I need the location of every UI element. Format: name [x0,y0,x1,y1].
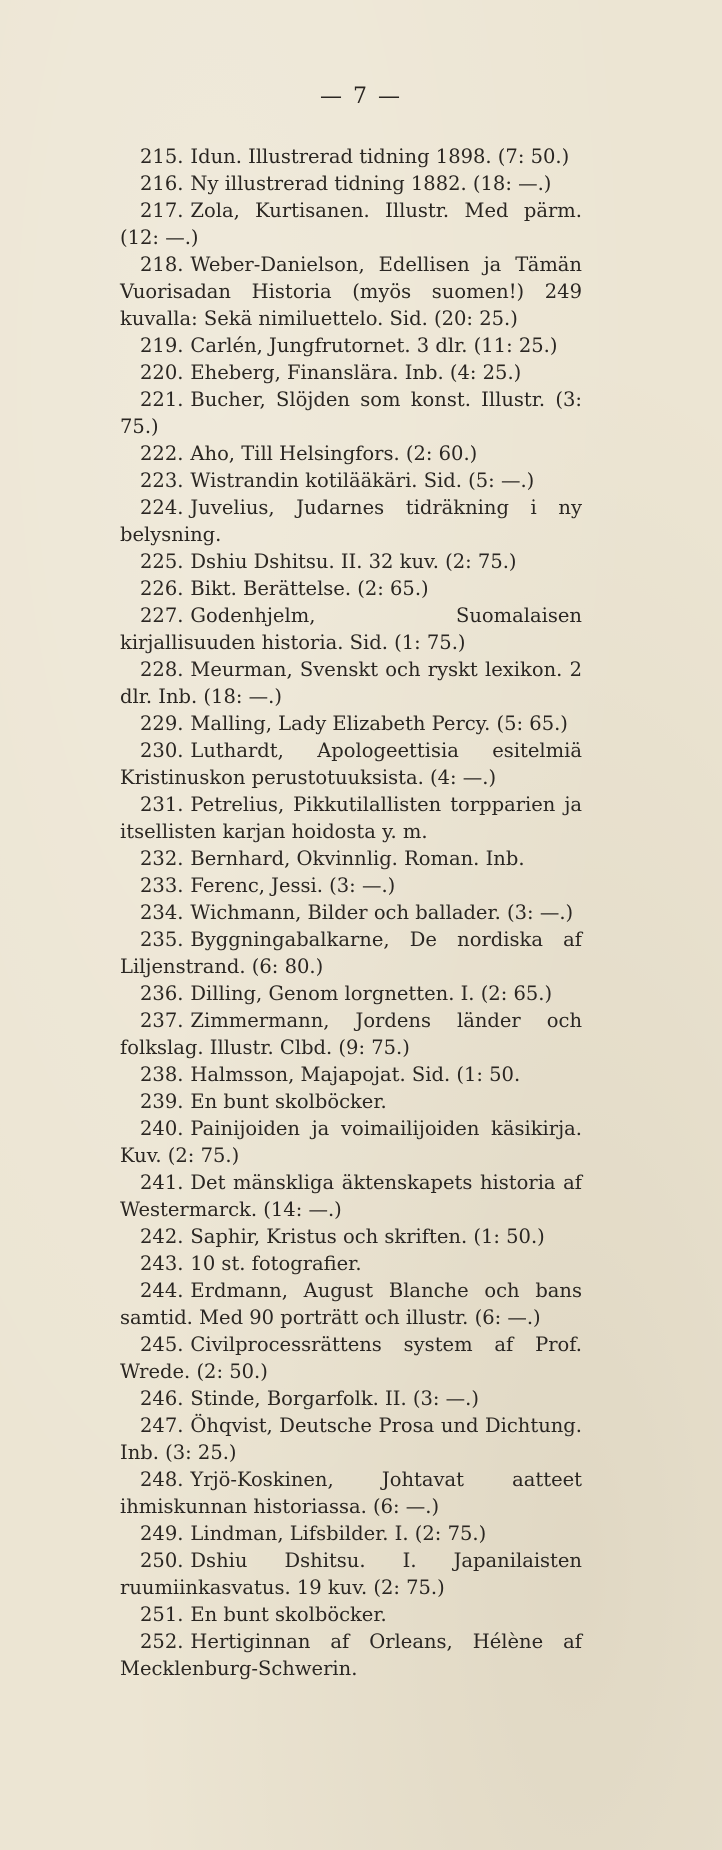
entry-number: 241. [140,1171,184,1194]
entry-text: Bikt. Berättelse. (2: 65.) [190,577,429,600]
entry-number: 235. [140,928,184,951]
entry-number: 250. [140,1549,184,1572]
entry-text: Halmsson, Majapojat. Sid. (1: 50. [190,1063,521,1086]
entry-number: 252. [140,1630,184,1653]
catalogue-entry [120,1223,582,1250]
entry-text: Idun. Illustrerad tidning 1898. (7: 50.) [190,145,570,168]
catalogue-entry [120,1331,582,1385]
entry-number: 227. [140,604,184,627]
entry-text: Lindman, Lifsbilder. I. (2: 75.) [190,1522,487,1545]
entry-number: 218. [140,253,184,276]
entry-number: 246. [140,1387,184,1410]
catalogue-entry [120,899,582,926]
entry-number: 248. [140,1468,184,1491]
entry-number: 238. [140,1063,184,1086]
entry-number: 223. [140,469,184,492]
entry-number: 225. [140,550,184,573]
entry-number: 236. [140,982,184,1005]
catalogue-entry [120,1466,582,1520]
entry-number: 226. [140,577,184,600]
catalogue-entry [120,1277,582,1331]
catalogue-entry [120,926,582,980]
entry-text: Erdmann, August Blanche och bans samtid. Med 90 porträtt och illustr. (6: —.) [120,1279,582,1329]
entry-text: Eheberg, Finanslära. Inb. (4: 25.) [190,361,522,384]
catalogue-entry [120,440,582,467]
entry-number: 242. [140,1225,184,1248]
entry-text: Painijoiden ja voimailijoiden käsikirja. Kuv. (2: 75.) [120,1117,582,1167]
catalogue-entry [120,1061,582,1088]
entry-number: 249. [140,1522,184,1545]
entry-number: 234. [140,901,184,924]
catalogue-entry [120,1520,582,1547]
catalogue-entry [120,575,582,602]
catalogue-entry [120,359,582,386]
entry-text: Stinde, Borgarfolk. II. (3: —.) [190,1387,479,1410]
entry-number: 233. [140,874,184,897]
catalogue-entry [120,170,582,197]
entry-text: Bernhard, Okvinnlig. Roman. Inb. [190,847,525,870]
entry-text: 10 st. fotografier. [190,1252,362,1275]
entry-text: Ny illustrerad tidning 1882. (18: —.) [190,172,552,195]
entry-number: 230. [140,739,184,762]
entry-text: Juvelius, Judarnes tidräkning i ny belysning. [120,496,582,546]
catalogue-entry [120,845,582,872]
entry-text: Dilling, Genom lorgnetten. I. (2: 65.) [190,982,553,1005]
catalogue-entry [120,980,582,1007]
entry-number: 217. [140,199,184,222]
entry-text: Malling, Lady Elizabeth Percy. (5: 65.) [190,712,568,735]
entry-text: Godenhjelm, Suomalaisen kirjallisuuden historia. Sid. (1: 75.) [120,604,582,654]
catalogue-entry [120,143,582,170]
catalogue-entry [120,1250,582,1277]
entry-text: Aho, Till Helsingfors. (2: 60.) [190,442,478,465]
entry-number: 231. [140,793,184,816]
entry-text: Saphir, Kristus och skriften. (1: 50.) [190,1225,545,1248]
entry-text: Weber-Danielson, Edellisen ja Tämän Vuorisadan Historia (myös suomen!) 249 kuvalla: Sekä nimiluettelo. Sid. (20: 25.) [120,253,582,330]
entry-text: Hertiginnan af Orleans, Hélène af Mecklenburg-Schwerin. [120,1630,582,1680]
entry-text: Petrelius, Pikkutilallisten torpparien ja itsellisten karjan hoidosta y. m. [120,793,582,843]
catalogue-entry [120,1169,582,1223]
entry-text: Dshiu Dshitsu. I. Japanilaisten ruumiinkasvatus. 19 kuv. (2: 75.) [120,1549,582,1599]
catalogue-entry [120,467,582,494]
entry-number: 219. [140,334,184,357]
entry-number: 216. [140,172,184,195]
entry-text: Carlén, Jungfrutornet. 3 dlr. (11: 25.) [190,334,558,357]
catalogue-entry [120,548,582,575]
entry-text: Wistrandin kotilääkäri. Sid. (5: —.) [190,469,535,492]
catalogue-entry [120,1115,582,1169]
catalogue-entry [120,494,582,548]
entry-text: Wichmann, Bilder och ballader. (3: —.) [190,901,574,924]
entry-number: 237. [140,1009,184,1032]
entry-number: 221. [140,388,184,411]
entry-text: Det mänskliga äktenskapets historia af Westermarck. (14: —.) [120,1171,582,1221]
entry-number: 247. [140,1414,184,1437]
catalogue-entry [120,656,582,710]
entry-text: En bunt skolböcker. [190,1603,387,1626]
entry-number: 243. [140,1252,184,1275]
catalogue-entry [120,1601,582,1628]
catalogue-entry [120,386,582,440]
entry-text: Byggningabalkarne, De nordiska af Liljenstrand. (6: 80.) [120,928,582,978]
entry-number: 228. [140,658,184,681]
entry-text: Yrjö-Koskinen, Johtavat aatteet ihmiskunnan historiassa. (6: —.) [120,1468,582,1518]
entry-number: 224. [140,496,184,519]
entry-number: 222. [140,442,184,465]
catalogue-entry [120,1088,582,1115]
catalogue-entry [120,602,582,656]
entry-number: 244. [140,1279,184,1302]
entry-number: 239. [140,1090,184,1113]
entry-number: 229. [140,712,184,735]
catalogue-list [120,143,582,1682]
catalogue-entry [120,1007,582,1061]
catalogue-entry [120,1628,582,1682]
entry-text: Dshiu Dshitsu. II. 32 kuv. (2: 75.) [190,550,517,573]
entry-number: 240. [140,1117,184,1140]
catalogue-entry [120,872,582,899]
catalogue-entry [120,1412,582,1466]
entry-text: Zimmermann, Jordens länder och folkslag. Illustr. Clbd. (9: 75.) [120,1009,582,1059]
catalogue-entry [120,332,582,359]
catalogue-entry [120,737,582,791]
catalogue-entry [120,791,582,845]
entry-number: 215. [140,145,184,168]
page-number: — 7 — [320,84,402,109]
entry-number: 251. [140,1603,184,1626]
entry-text: Meurman, Svenskt och ryskt lexikon. 2 dlr. Inb. (18: —.) [120,658,582,708]
catalogue-entry [120,197,582,251]
entry-text: Öhqvist, Deutsche Prosa und Dichtung. Inb. (3: 25.) [120,1414,582,1464]
catalogue-entry [120,710,582,737]
entry-number: 232. [140,847,184,870]
entry-text: Ferenc, Jessi. (3: —.) [190,874,396,897]
entry-text: Zola, Kurtisanen. Illustr. Med pärm. (12: —.) [120,199,582,249]
entry-number: 220. [140,361,184,384]
catalogue-entry [120,1385,582,1412]
entry-text: En bunt skolböcker. [190,1090,387,1113]
catalogue-entry [120,1547,582,1601]
catalogue-entry [120,251,582,332]
entry-text: Civilprocessrättens system af Prof. Wrede. (2: 50.) [120,1333,582,1383]
entry-number: 245. [140,1333,184,1356]
entry-text: Bucher, Slöjden som konst. Illustr. (3: 75.) [120,388,582,438]
entry-text: Luthardt, Apologeettisia esitelmiä Kristinuskon perustotuuksista. (4: —.) [120,739,582,789]
